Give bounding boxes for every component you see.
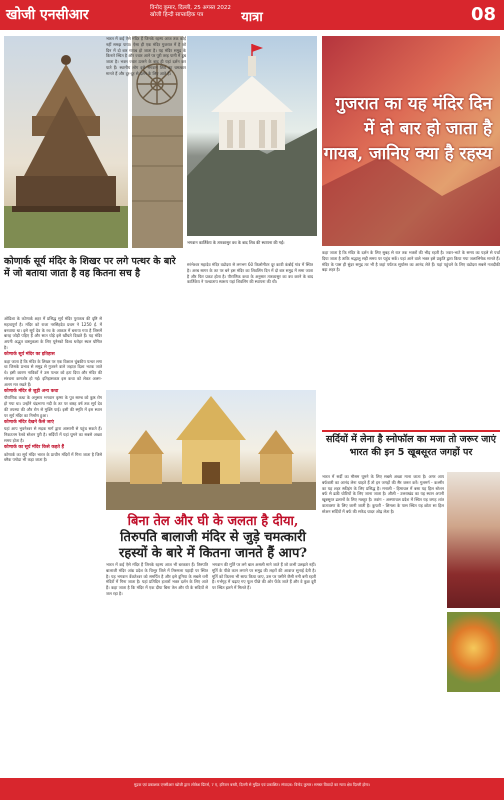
konark-p3: यहां आप भुवनेश्वर से सड़क मार्ग द्वारा आसानी से पहुंच सकते हैं। निकटतम रेलवे स्टेशन पुरी है। सर्दियों में यहां घूमने का सबसे अच्छा समय होता है।: [4, 426, 102, 443]
section-title: यात्रा: [241, 10, 263, 25]
konark-sub4: कोणार्क का सूर्य मंदिर किसे कहते हैं: [4, 444, 64, 450]
gujarat-col4-text: कहा जाता है कि मंदिर के दर्शन के लिए सुबह से रात तक भक्तों की भीड़ रहती है। ज्वार-भाटे के समय का पहले से पर्चा दिया जाता है ताकि श्रद्धालु सही समय पर पहुंच सकें। यहां आने वाले भक्त इसे प्रकृति द्वारा किया गया जलाभिषेक मानते हैं। मंदिर के पास ही सुंदर समुद्र तट भी है जहां पर्यटक सूर्यास्त का आनंद लेते हैं। यहां पहुंचने के लिए वडोदरा सबसे नजदीकी बड़ा शहर है।: [322, 250, 500, 273]
winter-flower-photo: [447, 612, 500, 692]
gujarat-article-col3: [322, 250, 500, 425]
winter-article: [322, 430, 500, 776]
masthead-bar: [0, 0, 504, 30]
tirupati-article-col1: [106, 562, 208, 776]
konark-sub1: कोणार्क सूर्य मंदिर का इतिहास: [4, 351, 55, 357]
gujarat-intro: भारत में कई ऐसे मंदिर हैं जिनके रहस्य आज तक कोई नहीं समझ पाया। ऐसा ही एक मंदिर गुजरात में है जो दिन में दो बार गायब हो जाता है। यह मंदिर समुद्र के किनारे स्थित है और ज्वार आने पर पूरी तरह पानी में डूब जाता है। भक्त ज्वार उतरने के बाद ही यहां दर्शन कर पाते हैं। स्थानीय लोग इसे भगवान शिव का चमत्कार मानते हैं और दूर-दूर से दर्शन के लिए आते हैं।: [106, 36, 186, 76]
brand-logo: खोजी एनसीआर: [6, 7, 89, 23]
tirupati-article-col2: [212, 562, 316, 776]
gujarat-photo-caption: भगवान कार्तिकेय के तारकासुर वध के बाद शिव की स्थापना की गई।: [187, 240, 285, 245]
page-number: 08: [470, 4, 496, 25]
tirupati-headline: [104, 514, 322, 562]
konark-article: [4, 316, 102, 776]
konark-intro: ओडिशा के कोणार्क शहर में प्रसिद्ध सूर्य मंदिर पुरातत्व की दृष्टि से महत्वपूर्ण है। मंदिर को राजा नरसिंहदेव प्रथम ने 1250 ई. में बनवाया था। इसे सूर्य देव के रथ के आकार में बनाया गया है जिसमें बारह जोड़ी पहिए हैं और सात घोड़े इसे खींचते दिखते हैं। यह मंदिर अपनी अद्भुत वास्तुकला के लिए यूनेस्को विश्व धरोहर स्थल घोषित है।: [4, 316, 102, 350]
winter-col7-text: भारत में सर्दी का मौसम घूमने के लिए सबसे अच्छा माना जाता है। अगर आप बर्फबारी का आनंद लेना चाहते हैं तो इन जगहों की सैर जरूर करें। गुलमर्ग - कश्मीर का यह शहर स्कीइंग के लिए प्रसिद्ध है। मनाली - हिमाचल में बसा यह हिल स्टेशन बर्फ से ढकी चोटियों के लिए जाना जाता है। औली - उत्तराखंड का यह स्थान अपनी खूबसूरत ढलानों के लिए मशहूर है। तवांग - अरुणाचल प्रदेश में स्थित यह जगह शांत वातावरण के लिए जानी जाती है। कुफरी - शिमला के पास स्थित यह छोटा सा हिल स्टेशन सर्दियों में बर्फ की सफेद चादर ओढ़ लेता है।: [322, 474, 444, 514]
gujarat-title-panel: [322, 36, 500, 246]
footer-bar: [0, 778, 504, 800]
winter-woman-photo: [447, 472, 500, 608]
tirupati-temple-photo: [106, 390, 316, 510]
konark-sub3: कोणार्क मंदिर देखने कैसे जाएं: [4, 419, 54, 425]
konark-p2: पौराणिक कथा के अनुसार भगवान कृष्ण के पुत्र साम्ब को कुष्ठ रोग हो गया था। उन्होंने चंद्रभागा नदी के तट पर बारह वर्ष तक सूर्य देव की तपस्या की और रोग से मुक्ति पाई। इसी की स्मृति में इस स्थान पर सूर्य मंदिर का निर्माण हुआ।: [4, 395, 102, 418]
gujarat-headline: गुजरात का यह मंदिर दिन में दो बार हो जाता है गायब, जानिए क्या है रहस्य: [323, 94, 492, 164]
gujarat-col3-text: स्तंभेश्वर महादेव मंदिर वडोदरा से लगभग 60 किलोमीटर दूर कावी कंबोई गांव में स्थित है। अरब सागर के तट पर बने इस मंदिर का शिवलिंग दिन में दो बार समुद्र में समा जाता है और फिर प्रकट होता है। पौराणिक कथा के अनुसार तारकासुर का वध करने के बाद कार्तिकेय ने पश्चाताप स्वरूप यहां शिवलिंग की स्थापना की थी।: [187, 262, 313, 285]
konark-headline: कोणार्क सूर्य मंदिर के शिखर पर लगे पत्थर के बारे में जो बताया जाता है वह कितना सच है: [4, 256, 176, 279]
tirupati-col5-text: भारत में कई ऐसे मंदिर हैं जिनके रहस्य आज भी बरकरार हैं। तिरुपति बालाजी मंदिर आंध्र प्रदेश के चित्तूर जिले में तिरुमला पहाड़ी पर स्थित है। यह भगवान वेंकटेश्वर को समर्पित है और इसे दुनिया के सबसे धनी मंदिरों में गिना जाता है। यहां प्रतिदिन हजारों भक्त दर्शन के लिए आते हैं। कहा जाता है कि मंदिर में एक दीया बिना तेल और घी के सदियों से जल रहा है।: [106, 562, 208, 596]
masthead-info: विनोद कुमार, दिल्ली, 25 अगस्त 2022 खोजी हिन्दी साप्ताहिक पत्र: [150, 5, 231, 18]
gujarat-temple-photo: [187, 36, 317, 236]
footer-imprint: मुद्रक एवं प्रकाशक एनसीआर खोजी द्वारा लोकेश प्रिंटर्स, 7 ए, हरिजन बस्ती, दिल्ली से मुद्रित एवं प्रकाशित। संपादक: विनोद कुमार। समस्त विवादों का न्याय क्षेत्र दिल्ली होगा।: [134, 782, 370, 787]
tirupati-headline-line3: रहस्यों के बारे में कितना जानते हैं आप?: [119, 546, 307, 561]
tirupati-col6-text: भगवान की मूर्ति पर लगे बाल असली माने जाते हैं जो कभी उलझते नहीं। मूर्ति के पीछे कान लगाने पर समुद्र की लहरों की आवाज सुनाई देती है। मूर्ति को कितना भी साफ किया जाए, उस पर पसीने जैसी नमी बनी रहती है। गर्भगृह में चढ़ाए गए फूल पीछे की ओर फेंके जाते हैं और वे कुछ दूरी पर स्थित झरने में मिलते हैं।: [212, 562, 316, 591]
tirupati-headline-line2: तिरुपति बालाजी मंदिर से जुड़े चमत्कारी: [120, 530, 306, 545]
winter-headline: सर्दियों में लेना है स्नोफॉल का मजा तो जरूर जाएं भारत की इन 5 खूबसूरत जगहों पर: [325, 434, 497, 458]
tirupati-headline-line1: बिना तेल और घी के जलता है दीया,: [127, 514, 299, 529]
konark-sub2: कोणार्क मंदिर से जुड़ी अन्य कथा: [4, 388, 59, 394]
winter-article-text: [322, 474, 444, 774]
konark-p4: कोणार्क का सूर्य मंदिर भारत के प्राचीन मंदिरों में गिना जाता है जिसे ब्लैक पगोडा भी कहा जाता है।: [4, 451, 102, 463]
konark-p1: कहा जाता है कि मंदिर के शिखर पर एक विशाल चुंबकीय पत्थर लगा था जिसके प्रभाव से समुद्र से गुजरने वाले जहाज़ दिशा भटक जाते थे। इसी कारण नाविकों ने उस पत्थर को हटा दिया और मंदिर की संरचना कमजोर हो गई। इतिहासकार इस कथा को लेकर अलग-अलग मत रखते हैं।: [4, 358, 102, 387]
